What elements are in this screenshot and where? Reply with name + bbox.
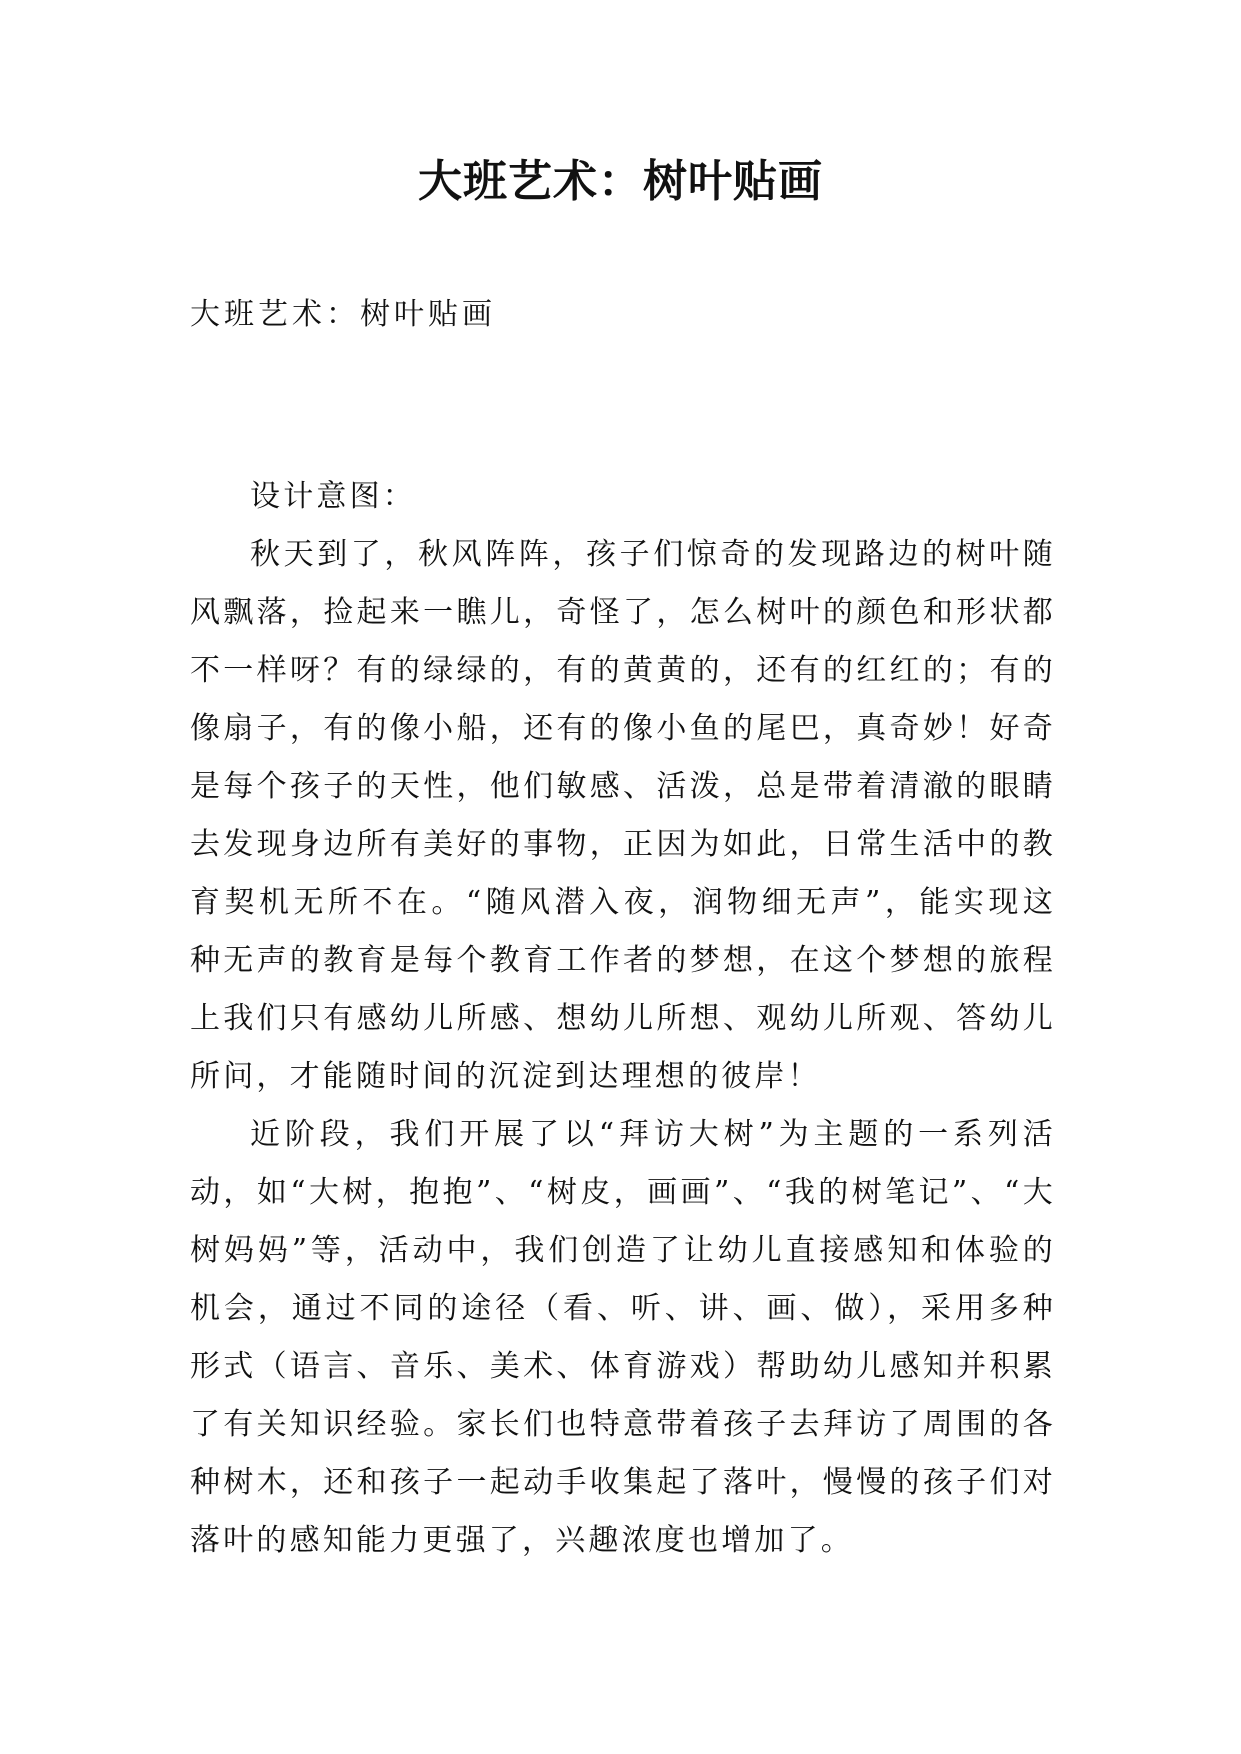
- paragraph-recent-activities: 近阶段，我们开展了以“拜访大树”为主题的一系列活动，如“大树，抱抱”、“树皮，画画”、“我的树笔记”、“大树妈妈”等，活动中，我们创造了让幼儿直接感知和体验的机会，通过不同的途径（看、听、讲、画、做），采用多种形式（语言、音乐、美术、体育游戏）帮助幼儿感知并积累了有关知识经验。家长们也特意带着孩子去拜访了周围的各种树木，还和孩子一起动手收集起了落叶，慢慢的孩子们对落叶的感知能力更强了，兴趣浓度也增加了。: [190, 1117, 1056, 1558]
- section-heading: 设计意图：: [250, 479, 416, 514]
- document-subtitle: 大班艺术：树叶贴画: [190, 297, 496, 332]
- document-title: 大班艺术：树叶贴画: [418, 156, 823, 207]
- document-body: [190, 468, 1056, 1570]
- paragraph-design-intent: 秋天到了，秋风阵阵，孩子们惊奇的发现路边的树叶随风飘落，捡起来一瞧儿，奇怪了，怎么树叶的颜色和形状都不一样呀？有的绿绿的，有的黄黄的，还有的红红的；有的像扇子，有的像小船，还有的像小鱼的尾巴，真奇妙！好奇是每个孩子的天性，他们敏感、活泼，总是带着清澈的眼睛去发现身边所有美好的事物，正因为如此，日常生活中的教育契机无所不在。“随风潜入夜，润物细无声”，能实现这种无声的教育是每个教育工作者的梦想，在这个梦想的旅程上我们只有感幼儿所感、想幼儿所想、观幼儿所观、答幼儿所问，才能随时间的沉淀到达理想的彼岸！: [190, 537, 1056, 1094]
